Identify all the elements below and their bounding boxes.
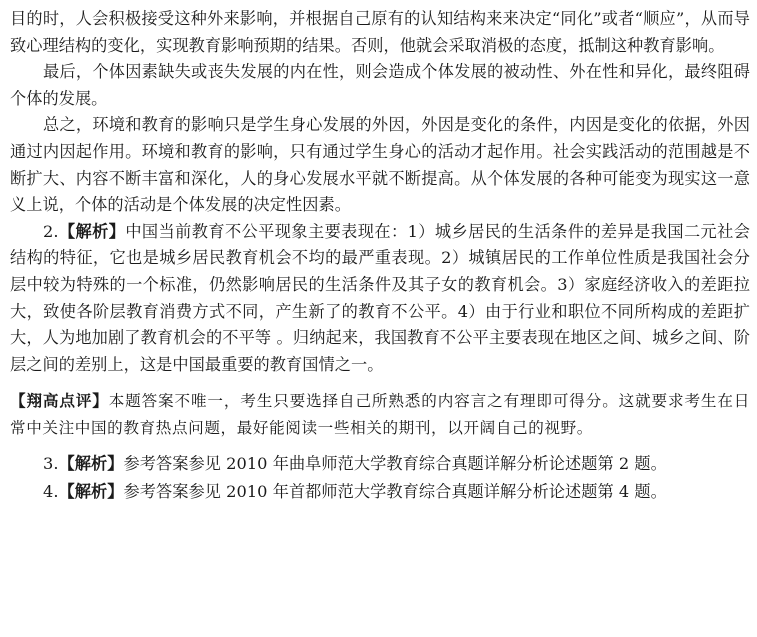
comment-text: 本题答案不唯一，考生只要选择自己所熟悉的内容言之有理即可得分。这就要求考生在日常中关注中国的教育热点问题，最好能阅读一些相关的期刊，以开阔自己的视野。 [10, 392, 750, 438]
answer-2 [10, 219, 750, 379]
reference-answers [10, 450, 750, 506]
answer-text: 中国当前教育不公平现象主要表现在：1）城乡居民的生活条件的差异是我国二元社会结构的特征，它也是城乡居民教育机会不均的最严重表现。2）城镇居民的工作单位性质是我国社会分层中较为特殊的一个标准，仍然影响居民的生活条件及其子女的教育机会。3）家庭经济收入的差距拉大，致使各阶层教育消费方式不同，产生新了的教育不公平。4）由于行业和职位不同所构成的差距扩大，人为地加剧了教育机会的不平等 。归纳起来，我国教育不公平主要表现在地区之间、城乡之间、阶层之间的差别上，这是中国最重要的教育国情之一。 [10, 221, 750, 374]
answer-4 [10, 478, 750, 506]
answer-number: 3. [43, 454, 59, 474]
paragraph-finally [10, 59, 750, 112]
answer-text: 参考答案参见 2010 年曲阜师范大学教育综合真题详解分析论述题第 2 题。 [123, 454, 667, 474]
paragraph-continuation [10, 6, 750, 59]
paragraph-text: 目的时，人会积极接受这种外来影响，并根据自己原有的认知结构来来决定“同化”或者“顺应”，从而导致心理结构的变化，实现教育影响预期的结果。否则，他就会采取消极的态度，抵制这种教育影响。 [10, 9, 750, 55]
analysis-tag: 【解析】 [58, 454, 124, 474]
paragraph-text: 总之，环境和教育的影响只是学生身心发展的外因，外因是变化的条件，内因是变化的依据，外因通过内因起作用。环境和教育的影响，只有通过学生身心的活动才起作用。社会实践活动的范围越是不断扩大、内容不断丰富和深化，人的身心发展水平就不断提高。从个体发展的各种可能变为现实这一意义上说，个体的活动是个体发展的决定性因素。 [10, 115, 750, 215]
answer-number: 4. [43, 482, 59, 502]
paragraph-summary [10, 112, 750, 218]
expert-comment [10, 388, 750, 442]
answer-3 [10, 450, 750, 478]
paragraph-text: 最后，个体因素缺失或丧失发展的内在性，则会造成个体发展的被动性、外在性和异化，最终阻碍个体的发展。 [10, 62, 750, 108]
answer-number: 2. [43, 221, 59, 241]
analysis-tag: 【解析】 [58, 482, 124, 502]
comment-title: 【翔高点评】 [10, 392, 109, 411]
analysis-tag: 【解析】 [58, 221, 126, 241]
answer-text: 参考答案参见 2010 年首都师范大学教育综合真题详解分析论述题第 4 题。 [123, 482, 667, 502]
document-page [10, 6, 750, 506]
